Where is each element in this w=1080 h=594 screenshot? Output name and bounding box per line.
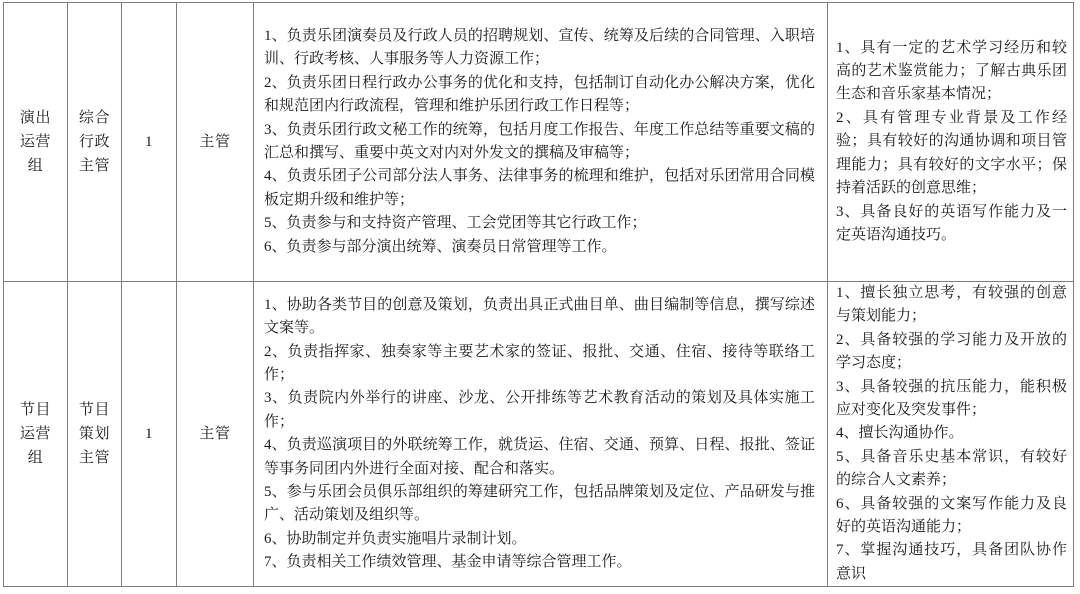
cell-requirements bbox=[828, 3, 1074, 282]
cell-duties bbox=[254, 282, 828, 587]
cell-group bbox=[4, 282, 68, 587]
table-row bbox=[4, 3, 1074, 282]
table-row bbox=[4, 282, 1074, 587]
cell-position bbox=[68, 3, 122, 282]
group-name: 节目运营组 bbox=[19, 402, 52, 467]
position-name: 综合行政主管 bbox=[78, 110, 111, 174]
cell-duties bbox=[254, 3, 828, 282]
cell-position bbox=[68, 282, 122, 587]
job-positions-table bbox=[3, 2, 1074, 587]
document-page bbox=[0, 2, 1080, 594]
duties-text: 1、协助各类节目的创意及策划，负责出具正式曲目单、曲目编制等信息，撰写综述文案等。 2、负责指挥家、独奏家等主要艺术家的签证、报批、交通、住宿、接待等联络工作； 3、负责院内外举行的讲座、沙龙、公开排练等艺术教育活动的策划及具体实施工作； 4、负责巡演项目的外联统筹工作，就货运、住宿、交通、预算、日程、报批、签证等事务同团内外进行全面对接、配合和落实。 5、参与乐团会员俱乐部组织的筹建研究工作，包括品牌策划及定位、产品研发与推广、活动策划及组织等。 6、协助制定并负责实施唱片录制计划。 7、负责相关工作绩效管理、基金申请等综合管理工作。 bbox=[264, 296, 815, 571]
requirements-text: 1、具有一定的艺术学习经历和较高的艺术鉴赏能力；了解古典乐团生态和音乐家基本情况； 2、具有管理专业背景及工作经验；具有较好的沟通协调和项目管理能力；具有较好的文字水平；保持着活跃的创意思维； 3、具备良好的英语写作能力及一定英语沟通技巧。 bbox=[836, 39, 1067, 243]
position-name: 节目策划主管 bbox=[78, 402, 111, 467]
requirements-text: 1、擅长独立思考，有较强的创意与策划能力； 2、具备较强的学习能力及开放的学习态度； 3、具备较强的抗压能力，能积极应对变化及突发事件； 4、擅长沟通协作。 5、具备音乐史基本常识，有较好的综合人文素养； 6、具备较强的文案写作能力及良好的英语沟通能力； 7、掌握沟通技巧，具备团队协作意识 bbox=[836, 285, 1067, 582]
cell-level bbox=[177, 3, 254, 282]
cell-requirements bbox=[828, 282, 1074, 587]
level-value: 主管 bbox=[199, 426, 231, 443]
headcount-value: 1 bbox=[144, 426, 154, 443]
headcount-value: 1 bbox=[144, 134, 154, 150]
duties-text: 1、负责乐团演奏员及行政人员的招聘规划、宣传、统筹及后续的合同管理、入职培训、行政考核、人事服务等人力资源工作； 2、负责乐团日程行政办公事务的优化和支持，包括制订自动化办公解决方案，优化和规范团内行政流程，管理和维护乐团行政工作日程等； 3、负责乐团行政文秘工作的统筹，包括月度工作报告、年度工作总结等重要文稿的汇总和撰写、重要中英文对内对外发文的撰稿及审稿等； 4、负责乐团子公司部分法人事务、法律事务的梳理和维护，包括对乐团常用合同模板定期升级和维护等； 5、负责参与和支持资产管理、工会党团等其它行政工作； 6、负责参与部分演出统筹、演奏员日常管理等工作。 bbox=[264, 27, 815, 255]
group-name: 演出运营组 bbox=[19, 110, 52, 174]
cell-headcount bbox=[122, 3, 177, 282]
cell-level bbox=[177, 282, 254, 587]
cell-headcount bbox=[122, 282, 177, 587]
level-value: 主管 bbox=[199, 134, 231, 150]
cell-group bbox=[4, 3, 68, 282]
